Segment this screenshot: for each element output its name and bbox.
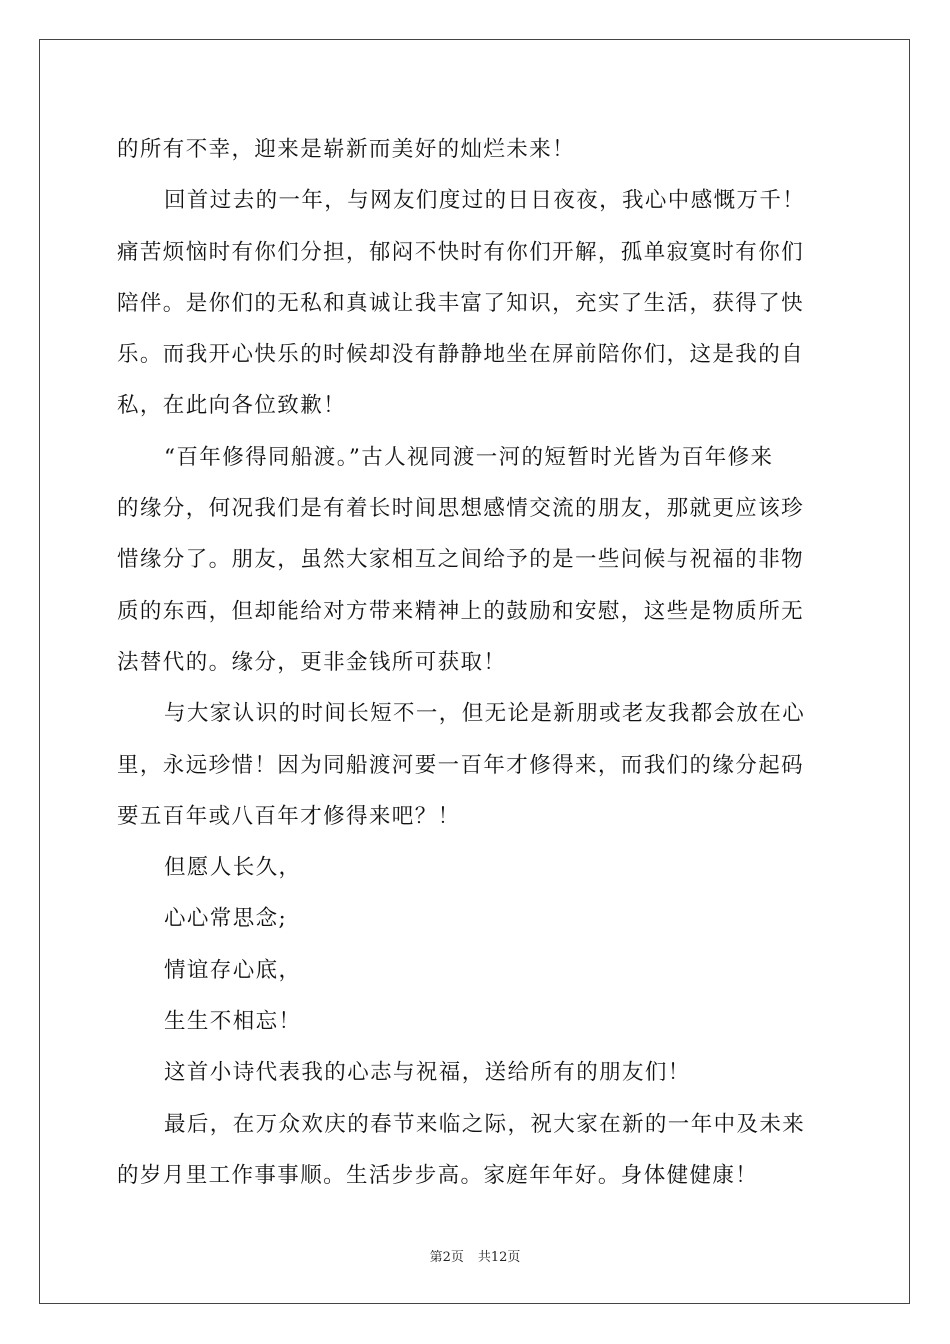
text-line: 的岁月里工作事事顺。生活步步高。家庭年年好。身体健健康！ xyxy=(117,1162,759,1188)
text-line: 里，永远珍惜！因为同船渡河要一百年才修得来，而我们的缘分起码 xyxy=(117,752,805,778)
poem-line: 情谊存心底， xyxy=(164,957,302,983)
text-line: 乐。而我开心快乐的时候却没有静静地坐在屏前陪你们，这是我的自 xyxy=(117,342,805,368)
text-line: 痛苦烦恼时有你们分担，郁闷不快时有你们开解，孤单寂寞时有你们 xyxy=(117,239,805,265)
text-line: 陪伴。是你们的无私和真诚让我丰富了知识，充实了生活，获得了快 xyxy=(117,290,805,316)
poem-line: 但愿人长久， xyxy=(164,855,302,881)
page-footer xyxy=(0,1246,950,1265)
text-line: 质的东西，但却能给对方带来精神上的鼓励和安慰，这些是物质所无 xyxy=(117,598,805,624)
poem-line: 生生不相忘！ xyxy=(164,1009,302,1035)
text-line: 的所有不幸，迎来是崭新而美好的灿烂未来！ xyxy=(117,137,576,162)
text-line: 的缘分，何况我们是有着长时间思想感情交流的朋友，那就更应该珍 xyxy=(117,496,805,522)
document-body xyxy=(117,124,833,1201)
text-line: 最后，在万众欢庆的春节来临之际，祝大家在新的一年中及未来 xyxy=(164,1111,806,1137)
text-line: 回首过去的一年，与网友们度过的日日夜夜，我心中感慨万千！ xyxy=(164,188,806,214)
text-line: 与大家认识的时间长短不一，但无论是新朋或老友我都会放在心 xyxy=(164,701,806,727)
text-line: 私，在此向各位致歉！ xyxy=(117,393,347,419)
poem-line: 心心常思念; xyxy=(164,906,288,932)
text-line: “百年修得同船渡。”古人视同渡一河的短暂时光皆为百年修来 xyxy=(164,444,774,470)
page-total: 共12页 xyxy=(477,1250,521,1265)
text-line: 惜缘分了。朋友，虽然大家相互之间给予的是一些问候与祝福的非物 xyxy=(117,547,805,573)
text-line: 这首小诗代表我的心志与祝福，送给所有的朋友们！ xyxy=(164,1060,691,1086)
page-number: 第2页 xyxy=(429,1250,464,1265)
text-line: 法替代的。缘分，更非金钱所可获取！ xyxy=(117,649,507,675)
text-line: 要五百年或八百年才修得来吧？！ xyxy=(117,803,461,829)
